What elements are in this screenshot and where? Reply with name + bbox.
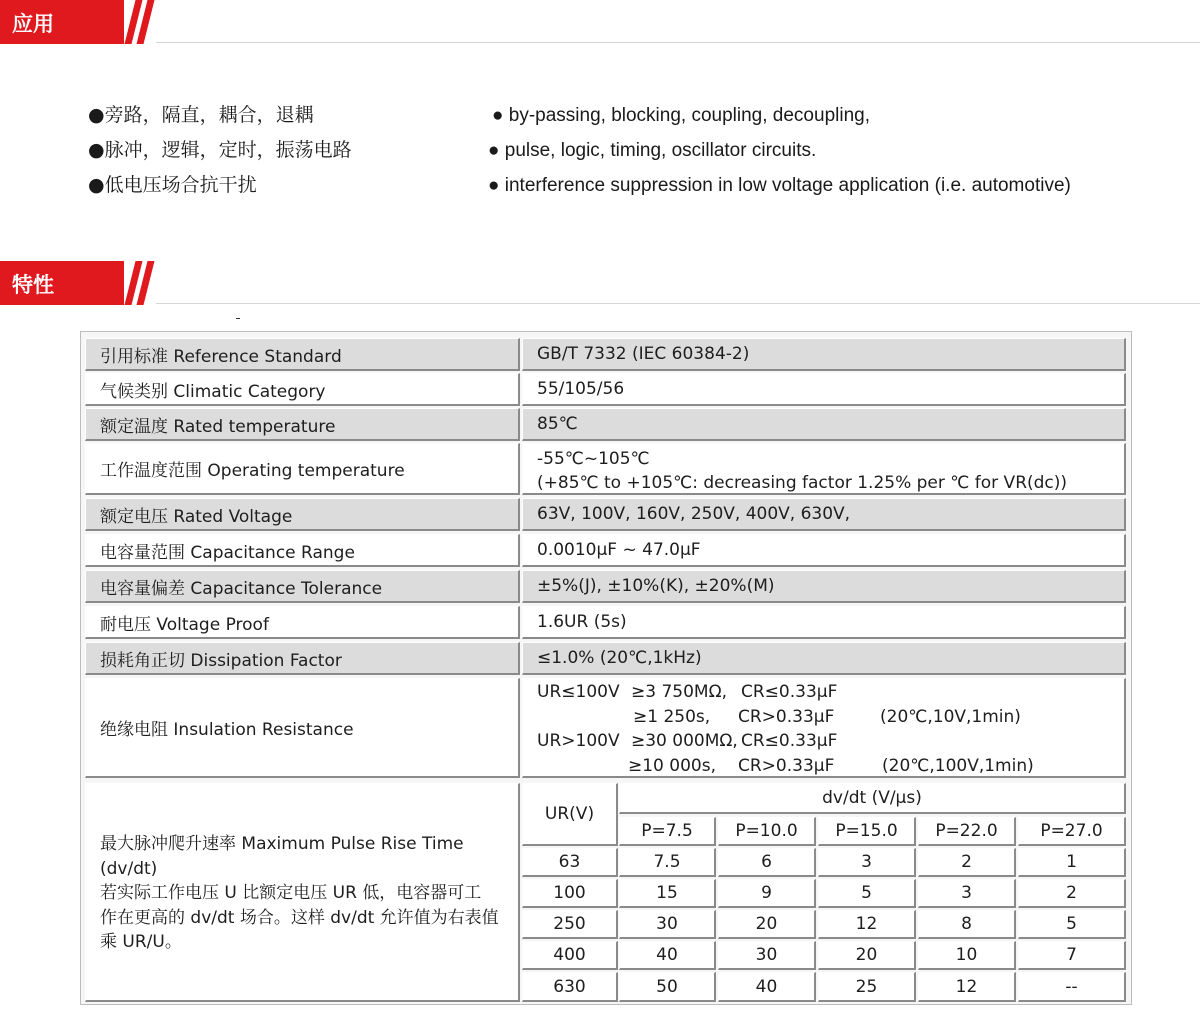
table-cell: 3 — [818, 848, 916, 877]
section-title: 特性 — [12, 273, 54, 297]
applications-en-list — [488, 98, 1071, 203]
spec-value: 63V, 100V, 160V, 250V, 400V, 630V, — [522, 498, 1126, 531]
spec-table — [80, 331, 1132, 1005]
insulation-values — [522, 678, 1126, 778]
dvdt-header: dv/dt (V/μs) — [619, 783, 1126, 814]
list-item: ●旁路，隔直，耦合，退耦 — [88, 104, 314, 126]
table-cell-ur: 400 — [522, 941, 618, 970]
pulse-label-line: 乘 UR/U。 — [100, 932, 182, 952]
pulse-label-line: 最大脉冲爬升速率 Maximum Pulse Rise Time — [100, 834, 464, 854]
section-tab — [0, 261, 124, 305]
spec-label: 额定电压 Rated Voltage — [85, 498, 520, 531]
spec-value: GB/T 7332 (IEC 60384-2) — [522, 338, 1126, 371]
ir-condition: (20℃,10V,1min) — [880, 707, 1021, 727]
decor-mark — [236, 318, 240, 319]
ir-capacitance: CR≤0.33μF — [741, 731, 838, 751]
ir-resistance: ≥3 750MΩ, — [631, 682, 727, 702]
spec-value: ≤1.0% (20℃,1kHz) — [522, 642, 1126, 675]
section-divider — [156, 303, 1200, 304]
list-item: ●脉冲，逻辑，定时，振荡电路 — [88, 139, 352, 161]
table-cell: 15 — [619, 879, 716, 908]
ir-voltage: UR≤100V — [537, 682, 620, 702]
table-cell-ur: 630 — [522, 972, 618, 1002]
spec-value: 1.6UR (5s) — [522, 606, 1126, 639]
spec-label: 工作温度范围 Operating temperature — [85, 443, 520, 495]
table-cell-ur: 100 — [522, 879, 618, 908]
table-cell: 25 — [818, 972, 916, 1002]
p-header: P=10.0 — [718, 817, 816, 846]
p-header: P=22.0 — [918, 817, 1016, 846]
spec-label: 额定温度 Rated temperature — [85, 408, 520, 441]
section-title: 应用 — [12, 12, 54, 36]
spec-label: 引用标准 Reference Standard — [85, 338, 520, 371]
spec-value: 55/105/56 — [522, 373, 1126, 406]
table-cell: 7.5 — [619, 848, 716, 877]
pulse-label-line: (dv/dt) — [100, 858, 158, 879]
table-cell-ur: 250 — [522, 910, 618, 939]
table-cell: 3 — [918, 879, 1016, 908]
table-cell-ur: 63 — [522, 848, 618, 877]
characteristics-header — [0, 261, 1200, 305]
list-item: ● interference suppression in low voltage application (i.e. automotive) — [488, 175, 1071, 196]
ur-header: UR(V) — [522, 783, 618, 846]
spec-label: 气候类别 Climatic Category — [85, 373, 520, 406]
table-cell: 10 — [918, 941, 1016, 970]
spec-label: 损耗角正切 Dissipation Factor — [85, 642, 520, 675]
ir-resistance: ≥1 250s, — [633, 707, 711, 727]
table-cell: 2 — [1018, 879, 1126, 908]
section-divider — [156, 42, 1200, 43]
table-cell: 2 — [918, 848, 1016, 877]
ir-resistance: ≥10 000s, — [628, 756, 716, 776]
table-cell: 5 — [1018, 910, 1126, 939]
pulse-label-line: 作在更高的 dv/dt 场合。这样 dv/dt 允许值为右表值 — [100, 907, 499, 928]
table-cell: 20 — [818, 941, 916, 970]
table-cell: 12 — [918, 972, 1016, 1002]
pulse-label-line: 若实际工作电压 U 比额定电压 UR 低，电容器可工 — [100, 883, 482, 903]
spec-value-line: (+85℃ to +105℃: decreasing factor 1.25% per ℃ for VR(dc)) — [537, 473, 1068, 493]
table-cell: 50 — [619, 972, 716, 1002]
ir-capacitance: CR≤0.33μF — [741, 682, 838, 702]
table-cell: 9 — [718, 879, 816, 908]
applications-cn-list — [88, 98, 352, 203]
table-cell: 40 — [619, 941, 716, 970]
ir-resistance: ≥30 000MΩ, — [631, 731, 738, 751]
table-cell: 20 — [718, 910, 816, 939]
table-cell: 40 — [718, 972, 816, 1002]
list-item: ●低电压场合抗干扰 — [88, 174, 257, 196]
ir-voltage: UR>100V — [537, 731, 620, 751]
pulse-label — [85, 783, 520, 1002]
ir-condition: (20℃,100V,1min) — [882, 756, 1034, 776]
spec-label: 电容量范围 Capacitance Range — [85, 534, 520, 567]
section-tab — [0, 0, 124, 44]
table-cell: 30 — [718, 941, 816, 970]
spec-label: 绝缘电阻 Insulation Resistance — [85, 678, 520, 778]
table-cell: 7 — [1018, 941, 1126, 970]
p-header: P=15.0 — [818, 817, 916, 846]
table-cell: 6 — [718, 848, 816, 877]
table-cell: 5 — [818, 879, 916, 908]
spec-value: 85℃ — [522, 408, 1126, 441]
spec-value — [522, 443, 1126, 495]
table-cell: 1 — [1018, 848, 1126, 877]
spec-value-line: -55℃~105℃ — [537, 449, 650, 469]
spec-value: 0.0010μF ~ 47.0μF — [522, 534, 1126, 567]
table-cell: 30 — [619, 910, 716, 939]
spec-label: 耐电压 Voltage Proof — [85, 606, 520, 639]
p-header: P=27.0 — [1018, 817, 1126, 846]
table-cell: 12 — [818, 910, 916, 939]
list-item: ● pulse, logic, timing, oscillator circuits. — [488, 140, 817, 161]
ir-capacitance: CR>0.33μF — [738, 707, 835, 727]
p-header: P=7.5 — [619, 817, 716, 846]
spec-value: ±5%(J), ±10%(K), ±20%(M) — [522, 570, 1126, 603]
table-cell: 8 — [918, 910, 1016, 939]
spec-label: 电容量偏差 Capacitance Tolerance — [85, 570, 520, 603]
table-cell: -- — [1018, 972, 1126, 1002]
applications-header — [0, 0, 1200, 44]
list-item: ● by-passing, blocking, coupling, decoupling, — [492, 105, 870, 126]
ir-capacitance: CR>0.33μF — [738, 756, 835, 776]
